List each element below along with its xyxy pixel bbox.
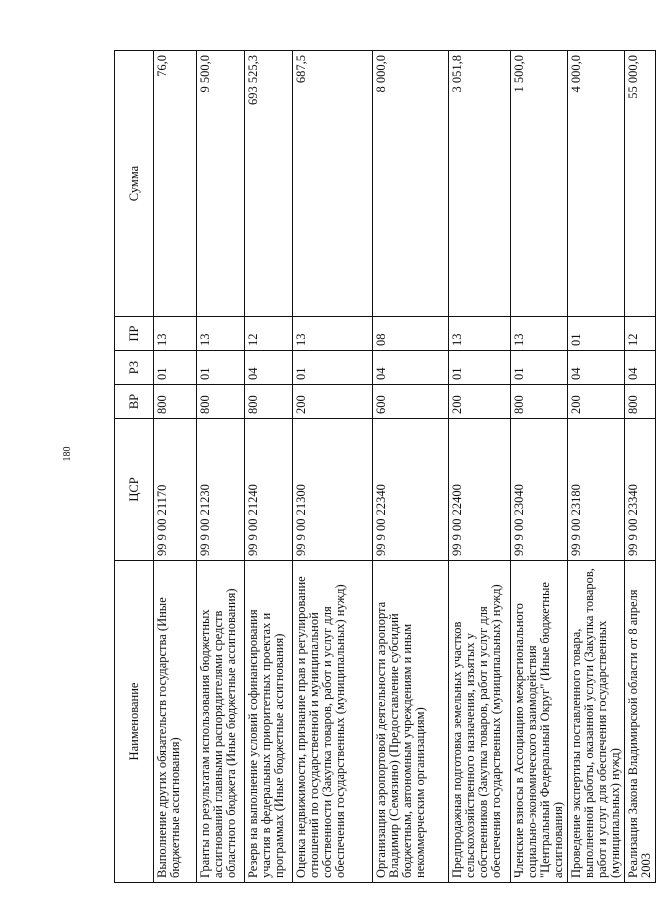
- table-row: [625, 51, 656, 883]
- cell-rz: 04: [625, 351, 656, 385]
- cell-sum: 693 525,3: [245, 51, 293, 317]
- cell-name: Организация аэропортовой деятельности аэропорта Владимир (Семязино) (Предоставление субсидий бюджетным, автономным учреждениям и иным некоммерческим организациям): [373, 561, 449, 883]
- cell-name: Проведение экспертизы поставленного товара, выполненной работы, оказанной услуги (Закупка товаров, работ и услуг для обеспечения государственных (муниципальных) нужд): [568, 561, 625, 883]
- cell-rz: 04: [245, 351, 293, 385]
- cell-rz: 01: [511, 351, 568, 385]
- cell-pr: 13: [197, 317, 245, 351]
- cell-csr: 99 9 00 21300: [293, 419, 373, 561]
- cell-pr: 12: [245, 317, 293, 351]
- header-name: Наименование: [115, 561, 154, 883]
- cell-name: Реализация Закона Владимирской области от 8 апреля 2003: [625, 561, 656, 883]
- cell-csr: 99 9 00 23180: [568, 419, 625, 561]
- cell-csr: 99 9 00 23340: [625, 419, 656, 561]
- cell-name: Гранты по результатам использования бюджетных ассигнований главными распорядителями средств областного бюджета (Иные бюджетные ассигнования): [197, 561, 245, 883]
- cell-vr: 800: [245, 385, 293, 419]
- cell-vr: 200: [293, 385, 373, 419]
- header-vr: ВР: [115, 385, 154, 419]
- table-row: [511, 51, 568, 883]
- table-header-row: [115, 51, 154, 883]
- table-row: [293, 51, 373, 883]
- cell-vr: 600: [373, 385, 449, 419]
- table-row: [245, 51, 293, 883]
- cell-rz: 04: [568, 351, 625, 385]
- cell-vr: 800: [197, 385, 245, 419]
- cell-vr: 200: [568, 385, 625, 419]
- cell-csr: 99 9 00 22340: [373, 419, 449, 561]
- cell-rz: 04: [373, 351, 449, 385]
- cell-vr: 800: [511, 385, 568, 419]
- cell-sum: 55 000,0: [625, 51, 656, 317]
- cell-sum: 1 500,0: [511, 51, 568, 317]
- header-csr: ЦСР: [115, 419, 154, 561]
- cell-name: Оценка недвижимости, признание прав и регулирование отношений по государственной и муниципальной собственности (Закупка товаров, работ и услуг для обеспечения государственных (муниципальных) нужд): [293, 561, 373, 883]
- cell-csr: 99 9 00 23040: [511, 419, 568, 561]
- cell-pr: 13: [449, 317, 511, 351]
- cell-name: Предпродажная подготовка земельных участков сельскохозяйственного назначения, изъятых у собственников (Закупка товаров, работ и услуг для обеспечения государственных (муниципальных) нужд): [449, 561, 511, 883]
- cell-sum: 9 500,0: [197, 51, 245, 317]
- table-row: [568, 51, 625, 883]
- cell-rz: 01: [293, 351, 373, 385]
- cell-name: Выполнение других обязательств государства (Иные бюджетные ассигнования): [154, 561, 197, 883]
- cell-rz: 01: [154, 351, 197, 385]
- cell-pr: 13: [154, 317, 197, 351]
- table-row: [197, 51, 245, 883]
- cell-pr: 13: [511, 317, 568, 351]
- cell-pr: 08: [373, 317, 449, 351]
- table-row: [373, 51, 449, 883]
- cell-rz: 01: [449, 351, 511, 385]
- page-number: 180: [62, 446, 73, 462]
- header-rz: РЗ: [115, 351, 154, 385]
- table-row: [154, 51, 197, 883]
- cell-csr: 99 9 00 22400: [449, 419, 511, 561]
- cell-csr: 99 9 00 21170: [154, 419, 197, 561]
- cell-sum: 687,5: [293, 51, 373, 317]
- cell-vr: 200: [449, 385, 511, 419]
- budget-table: [114, 50, 656, 883]
- cell-vr: 800: [154, 385, 197, 419]
- cell-name: Членские взносы в Ассоциацию межрегионального социально-экономического взаимодействия "Центральный Федеральный Округ" (Иные бюджетные ассигнования): [511, 561, 568, 883]
- cell-pr: 12: [625, 317, 656, 351]
- rotated-table-wrapper: [114, 51, 656, 883]
- cell-vr: 800: [625, 385, 656, 419]
- cell-sum: 8 000,0: [373, 51, 449, 317]
- table-row: [449, 51, 511, 883]
- cell-rz: 01: [197, 351, 245, 385]
- cell-pr: 01: [568, 317, 625, 351]
- cell-csr: 99 9 00 21240: [245, 419, 293, 561]
- cell-pr: 13: [293, 317, 373, 351]
- cell-sum: 76,0: [154, 51, 197, 317]
- cell-name: Резерв на выполнение условий софинансирования участия в федеральных приоритетных проектах и программах (Иные бюджетные ассигнования): [245, 561, 293, 883]
- cell-csr: 99 9 00 21230: [197, 419, 245, 561]
- header-pr: ПР: [115, 317, 154, 351]
- cell-sum: 4 000,0: [568, 51, 625, 317]
- header-sum: Сумма: [115, 51, 154, 317]
- cell-sum: 3 051,8: [449, 51, 511, 317]
